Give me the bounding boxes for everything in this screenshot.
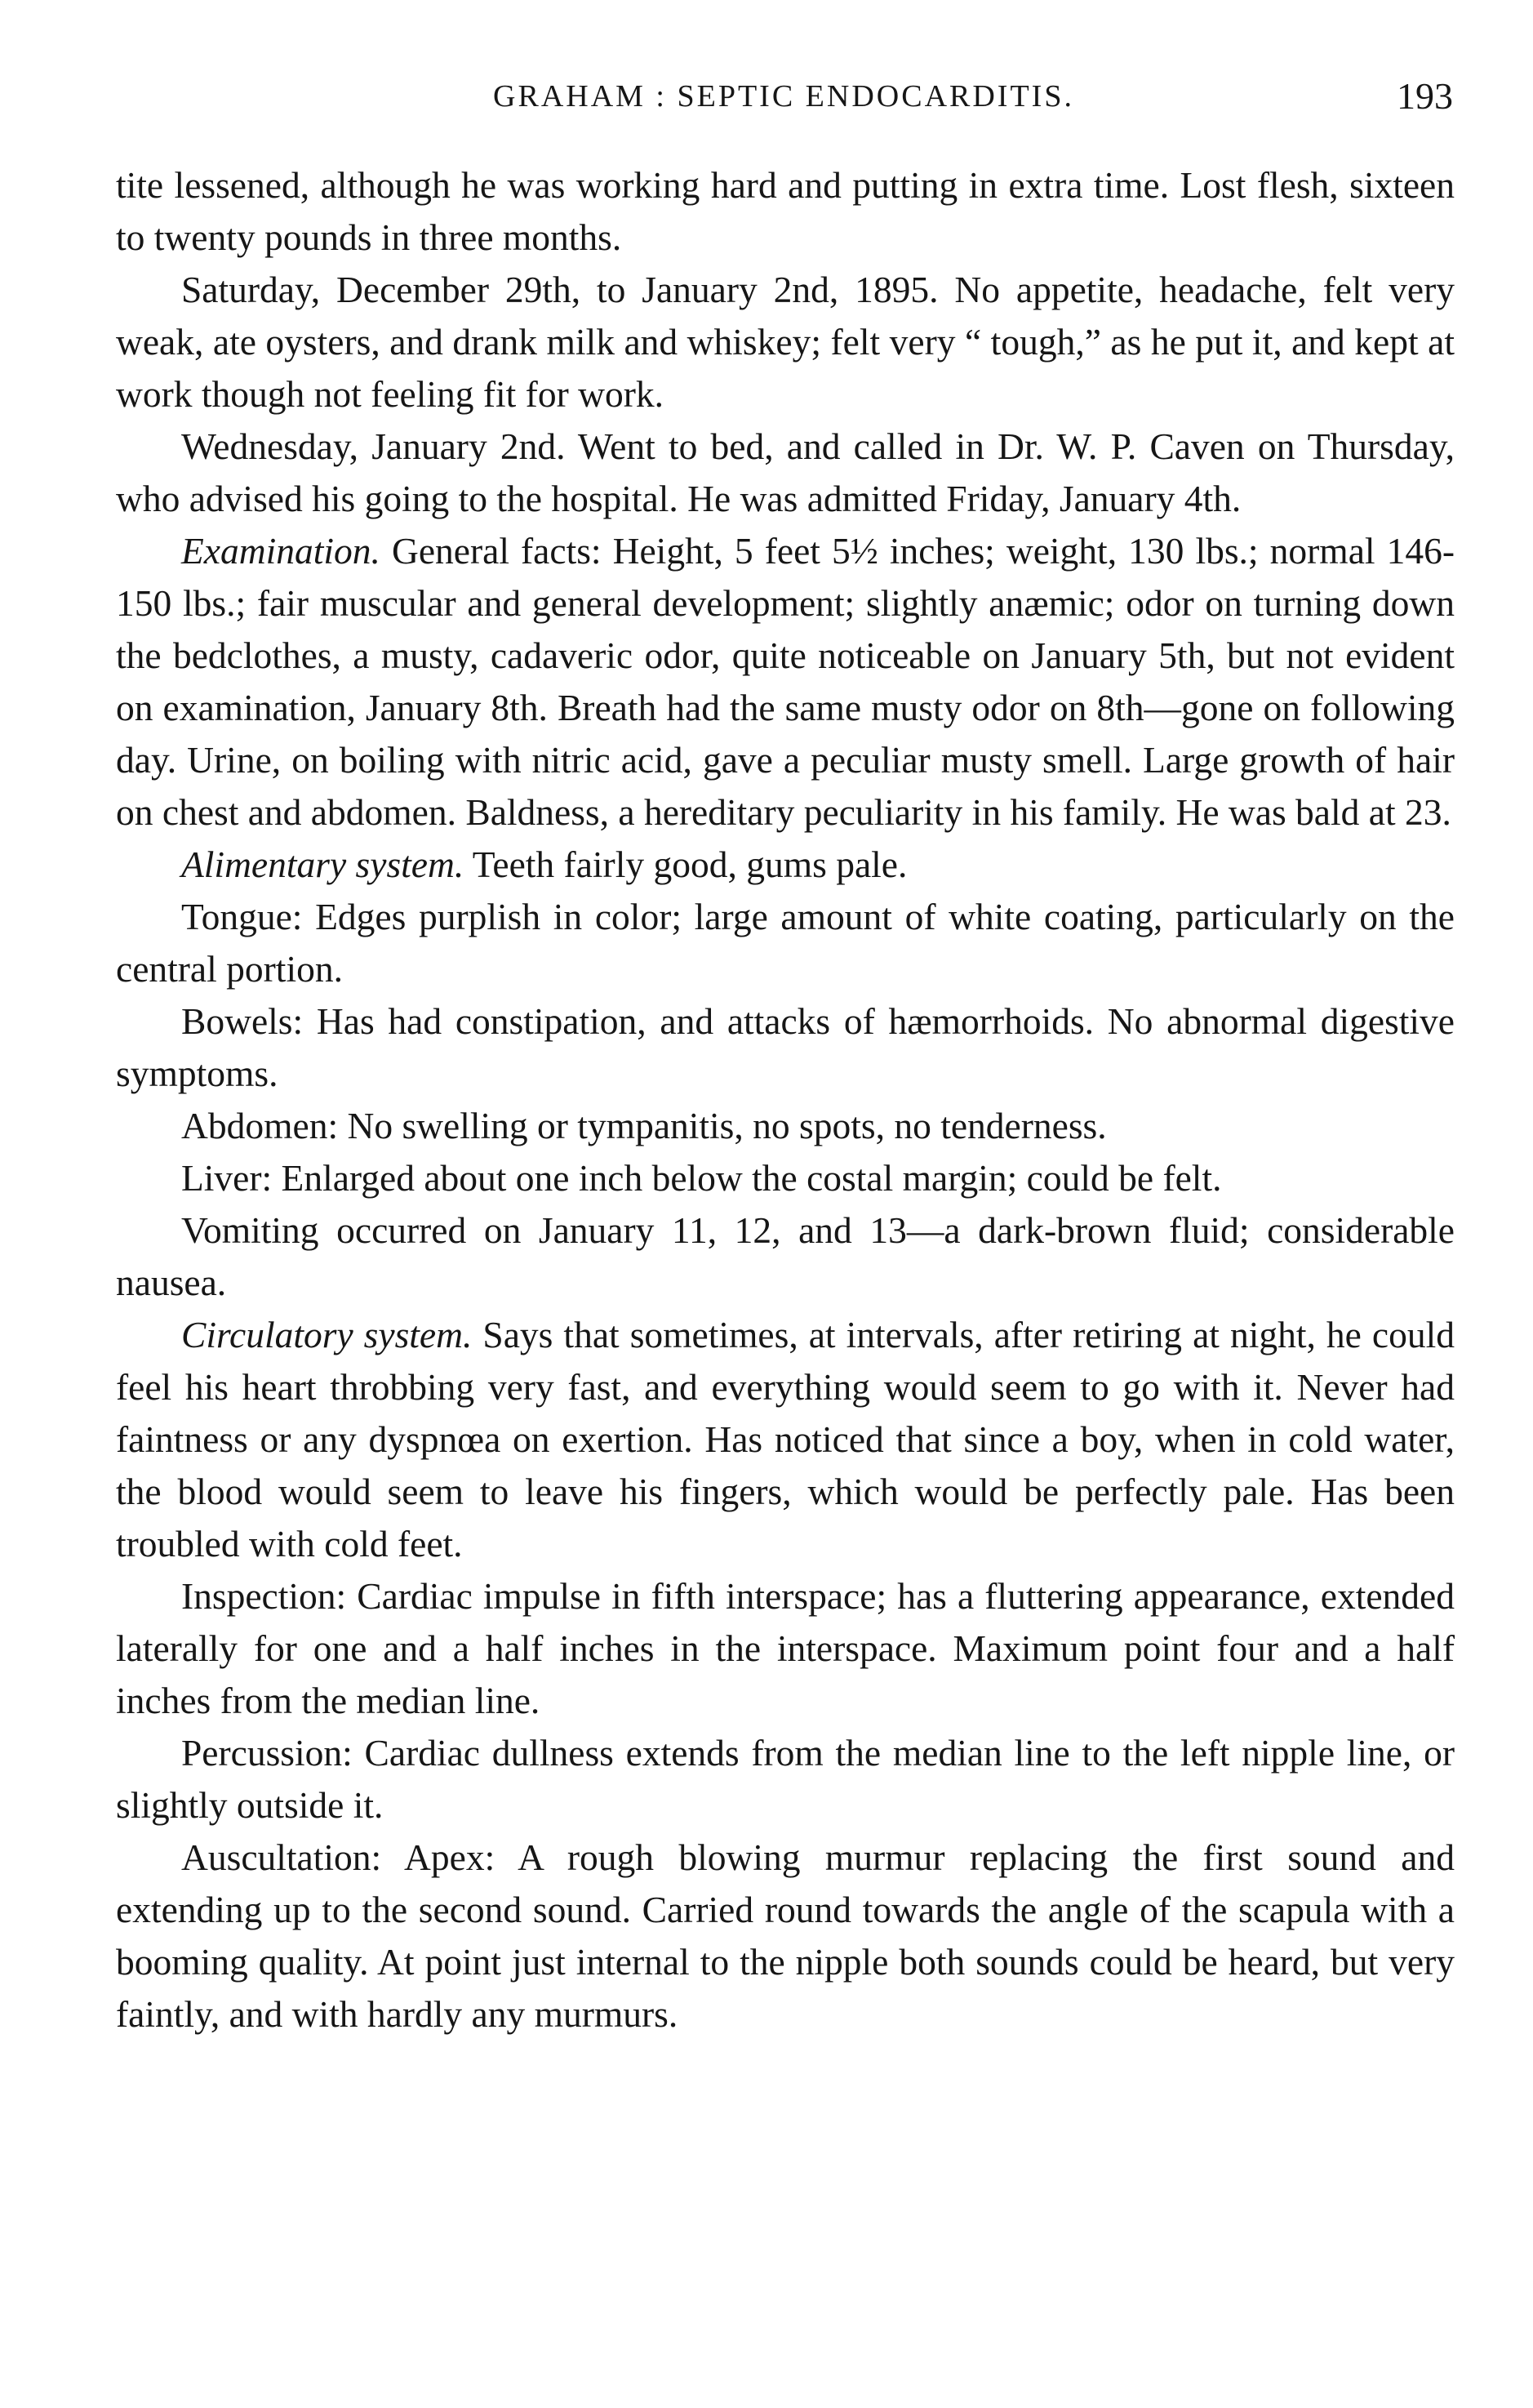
paragraph — [116, 1727, 1455, 1832]
paragraph — [116, 891, 1455, 995]
body-text — [116, 159, 1455, 2041]
paragraph-text: Inspection: Cardiac impulse in fifth interspace; has a fluttering appearance, extended laterally for one and a half inches in the interspace. Maximum point four and a half inches from the median line. — [116, 1575, 1455, 1721]
running-title: GRAHAM : SEPTIC ENDOCARDITIS. — [493, 79, 1074, 114]
paragraph-text: Teeth fairly good, gums pale. — [464, 843, 908, 885]
paragraph — [116, 839, 1455, 891]
paragraph-text: Bowels: Has had constipation, and attacks of hæmorrhoids. No abnormal digestive symptoms. — [116, 1000, 1455, 1094]
paragraph — [116, 1309, 1455, 1570]
paragraph-text: Wednesday, January 2nd. Went to bed, and called in Dr. W. P. Caven on Thursday, who advised his going to the hospital. He was admitted Friday, January 4th. — [116, 425, 1455, 519]
paragraph-text: Tongue: Edges purplish in color; large amount of white coating, particularly on the central portion. — [116, 896, 1455, 990]
paragraph-text: Saturday, December 29th, to January 2nd, 1895. No appetite, headache, felt very weak, ate oysters, and drank milk and whiskey; felt very “ tough,” as he put it, and kept at work though not feeling fit for work. — [116, 269, 1455, 415]
paragraph — [116, 421, 1455, 525]
paragraph — [116, 1570, 1455, 1727]
paragraph-text: General facts: Height, 5 feet 5½ inches; weight, 130 lbs.; normal 146-150 lbs.; fair muscular and general development; slightly anæmic; odor on turning down the bedclothes, a musty, cadaveric odor, quite noticeable on January 5th, but not evident on examination, January 8th. Breath had the same musty odor on 8th—gone on following day. Urine, on boiling with nitric acid, gave a peculiar musty smell. Large growth of hair on chest and abdomen. Baldness, a hereditary peculiarity in his family. He was bald at 23. — [116, 530, 1455, 833]
paragraph — [116, 1152, 1455, 1204]
paragraph-text: Auscultation: Apex: A rough blowing murmur replacing the first sound and extending up to the second sound. Carried round towards the angle of the scapula with a booming quality. At point just internal to the nipple both sounds could be heard, but very faintly, and with hardly any murmurs. — [116, 1836, 1455, 2035]
paragraph — [116, 525, 1455, 839]
paragraph — [116, 995, 1455, 1100]
paragraph-lead: Examination. — [181, 530, 380, 572]
paragraph-lead: Alimentary system. — [181, 843, 464, 885]
page-number: 193 — [1397, 75, 1453, 117]
paragraph-text: Vomiting occurred on January 11, 12, and 13—a dark-brown fluid; considerable nausea. — [116, 1209, 1455, 1303]
paragraph-text: Says that sometimes, at intervals, after retiring at night, he could feel his heart throbbing very fast, and everything would seem to go with it. Never had faintness or any dyspnœa on exertion. Has noticed that since a boy, when in cold water, the blood would seem to leave his fingers, which would be perfectly pale. Has been troubled with cold feet. — [116, 1314, 1455, 1565]
paragraph-text: tite lessened, although he was working hard and putting in extra time. Lost flesh, sixteen to twenty pounds in three months. — [116, 164, 1455, 258]
paragraph — [116, 1100, 1455, 1152]
paragraph — [116, 264, 1455, 421]
paragraph — [116, 1204, 1455, 1309]
running-head — [114, 72, 1453, 121]
paragraph — [116, 159, 1455, 264]
paragraph-text: Abdomen: No swelling or tympanitis, no spots, no tenderness. — [181, 1105, 1107, 1146]
paragraph — [116, 1832, 1455, 2041]
paragraph-text: Liver: Enlarged about one inch below the costal margin; could be felt. — [181, 1157, 1222, 1199]
paragraph-lead: Circulatory system. — [181, 1314, 473, 1355]
paragraph-text: Percussion: Cardiac dullness extends from the median line to the left nipple line, or slightly outside it. — [116, 1732, 1455, 1826]
